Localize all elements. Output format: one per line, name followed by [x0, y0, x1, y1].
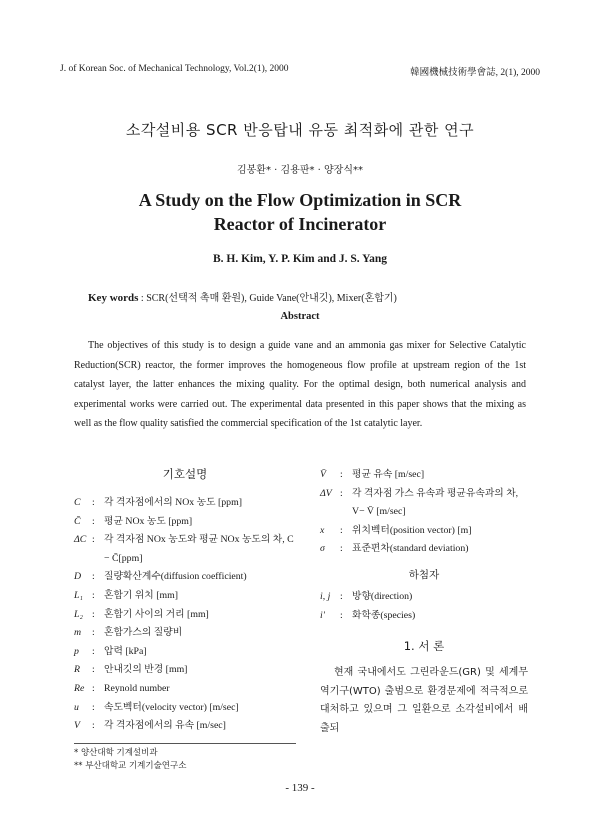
- nomenclature-colon: :: [340, 609, 343, 621]
- footnotes: [74, 747, 186, 773]
- nomenclature-definition: 평균 유속 [m/sec]: [352, 469, 425, 480]
- abstract-text: The objectives of this study is to design a guide vane and an ammonia gas mixer for Selective Catalytic Reduction(SCR) reactor, the former improves the homogeneous flow profile at upstream region of the 1st catalyst layer, the latter enhances the mixing quality. For the optimal design, both numerical analysis and experimental works were carried out. The experimental data presented in this paper shows that the mixing as well as the flow quality satisfied the commercial specification of the 1st catalytic layer.: [74, 340, 526, 429]
- abstract-heading: Abstract: [280, 311, 320, 322]
- nomenclature-entry: [74, 643, 296, 662]
- nomenclature-entry: [74, 587, 296, 606]
- abstract-body: [74, 336, 526, 434]
- nomenclature-symbol: L₂: [74, 608, 83, 620]
- nomenclature-entry: [320, 522, 528, 541]
- nomenclature-entry: [74, 513, 296, 532]
- nomenclature-colon: :: [92, 534, 95, 546]
- nomenclature-colon: :: [92, 701, 95, 713]
- english-title-line1: A Study on the Flow Optimization in SCR: [138, 190, 462, 210]
- nomenclature-definition: Reynold number: [104, 682, 170, 694]
- nomenclature-colon: :: [92, 589, 95, 601]
- nomenclature-definition: 각 격자점 NOx 농도와 평균 NOx 농도의 차, C − C̄[ppm]: [104, 534, 294, 564]
- section1-text: 현재 국내에서도 그린라운드(GR) 및 세계무역기구(WTO) 출범으로 환경문제에 적극적으로 대처하고 있으며 그 일환으로 소각설비에서 배출되: [320, 667, 528, 734]
- nomenclature-entry: [74, 699, 296, 718]
- section1-heading: 1. 서 론: [403, 639, 445, 654]
- nomenclature-symbol: ΔC: [74, 534, 87, 546]
- right-column: [320, 466, 528, 739]
- nomenclature-definition: 혼합기 위치 [mm]: [104, 589, 178, 601]
- english-title: [0, 188, 600, 236]
- footnote-rule: [74, 743, 296, 744]
- nomenclature-symbol: V: [74, 720, 80, 732]
- nomenclature-colon: :: [340, 487, 343, 499]
- nomenclature-colon: :: [92, 571, 95, 583]
- running-header-right: 韓國機械技術學會誌, 2(1), 2000: [410, 68, 540, 78]
- nomenclature-symbol: ΔV: [320, 487, 332, 499]
- nomenclature-symbol: Re: [74, 682, 85, 694]
- english-authors: B. H. Kim, Y. P. Kim and J. S. Yang: [212, 253, 388, 265]
- nomenclature-entry: [74, 624, 296, 643]
- nomenclature-colon: :: [92, 664, 95, 676]
- nomenclature-definition: 각 격자점 가스 유속과 평균유속과의 차, V− V̄ [m/sec]: [352, 487, 519, 518]
- subscript-list: [320, 588, 528, 625]
- nomenclature-symbol: L₁: [74, 589, 83, 601]
- nomenclature-colon: :: [92, 608, 95, 620]
- nomenclature-entry: [320, 588, 528, 607]
- nomenclature-symbol: R: [74, 664, 80, 676]
- nomenclature-symbol: p: [74, 645, 79, 657]
- nomenclature-entry: [320, 466, 528, 485]
- nomenclature-colon: :: [340, 524, 343, 536]
- footnote-1: * 양산대학 기계설비과: [74, 748, 158, 758]
- nomenclature-definition: 평균 NOx 농도 [ppm]: [104, 515, 193, 527]
- nomenclature-entry: [320, 485, 528, 522]
- keywords: [88, 289, 397, 304]
- nomenclature-entry: [320, 540, 528, 559]
- left-column: [74, 466, 296, 736]
- nomenclature-heading: 기호설명: [162, 467, 208, 481]
- nomenclature-definition: 안내깃의 반경 [mm]: [104, 664, 188, 676]
- nomenclature-definition: 방향(direction): [352, 590, 413, 602]
- section1-body: [320, 664, 528, 738]
- nomenclature-symbol: i': [320, 609, 325, 621]
- korean-authors: 김봉환* · 김용판* · 양장식**: [236, 165, 363, 176]
- running-header-left: J. of Korean Soc. of Mechanical Technology, Vol.2(1), 2000: [60, 64, 289, 74]
- nomenclature-colon: :: [92, 645, 95, 657]
- nomenclature-definition: 위치벡터(position vector) [m]: [352, 524, 472, 536]
- nomenclature-symbol: x: [320, 524, 325, 536]
- english-title-line2: Reactor of Incinerator: [213, 214, 387, 234]
- nomenclature-definition: 혼합가스의 질량비: [104, 627, 183, 639]
- keywords-text: : SCR(선택적 촉매 환원), Guide Vane(안내깃), Mixer(혼합기): [140, 293, 397, 304]
- nomenclature-entry: [74, 494, 296, 513]
- nomenclature-definition: 압력 [kPa]: [104, 645, 147, 657]
- nomenclature-symbol: C̄: [74, 515, 81, 527]
- nomenclature-definition: 각 격자점에서의 유속 [m/sec]: [104, 720, 226, 732]
- nomenclature-entry: [74, 661, 296, 680]
- nomenclature-entry: [74, 680, 296, 699]
- nomenclature-list-right: [320, 466, 528, 559]
- nomenclature-symbol: D: [74, 571, 82, 583]
- nomenclature-list-left: [74, 494, 296, 736]
- nomenclature-entry: [74, 606, 296, 625]
- nomenclature-definition: 각 격자점에서의 NOx 농도 [ppm]: [104, 497, 242, 508]
- page-number: - 139 -: [285, 782, 315, 794]
- footnote-2: ** 부산대학교 기계기술연구소: [74, 761, 187, 771]
- nomenclature-colon: :: [92, 720, 95, 732]
- nomenclature-definition: 표준편차(standard deviation): [352, 543, 469, 555]
- nomenclature-definition: 속도벡터(velocity vector) [m/sec]: [104, 701, 239, 713]
- nomenclature-colon: :: [92, 627, 95, 639]
- nomenclature-symbol: C: [74, 497, 81, 508]
- keywords-label: Key words: [88, 292, 139, 304]
- nomenclature-definition: 화학종(species): [352, 609, 416, 621]
- nomenclature-definition: 혼합기 사이의 거리 [mm]: [104, 608, 209, 620]
- korean-title: 소각설비용 SCR 반응탑내 유동 최적화에 관한 연구: [125, 121, 475, 139]
- nomenclature-colon: :: [340, 590, 343, 602]
- nomenclature-symbol: σ: [320, 543, 325, 555]
- nomenclature-entry: [74, 568, 296, 587]
- nomenclature-symbol: i, j: [320, 590, 331, 602]
- nomenclature-colon: :: [92, 497, 95, 508]
- nomenclature-colon: :: [340, 469, 343, 480]
- nomenclature-symbol: m: [74, 627, 82, 639]
- nomenclature-colon: :: [92, 515, 95, 527]
- nomenclature-definition: 질량확산계수(diffusion coefficient): [104, 571, 247, 583]
- nomenclature-colon: :: [92, 682, 95, 694]
- nomenclature-symbol: u: [74, 701, 79, 713]
- nomenclature-entry: [74, 531, 296, 568]
- nomenclature-entry: [74, 717, 296, 736]
- nomenclature-symbol: V̄: [320, 469, 326, 480]
- subscript-heading: 하첨자: [408, 568, 440, 581]
- nomenclature-entry: [320, 607, 528, 626]
- nomenclature-colon: :: [340, 543, 343, 555]
